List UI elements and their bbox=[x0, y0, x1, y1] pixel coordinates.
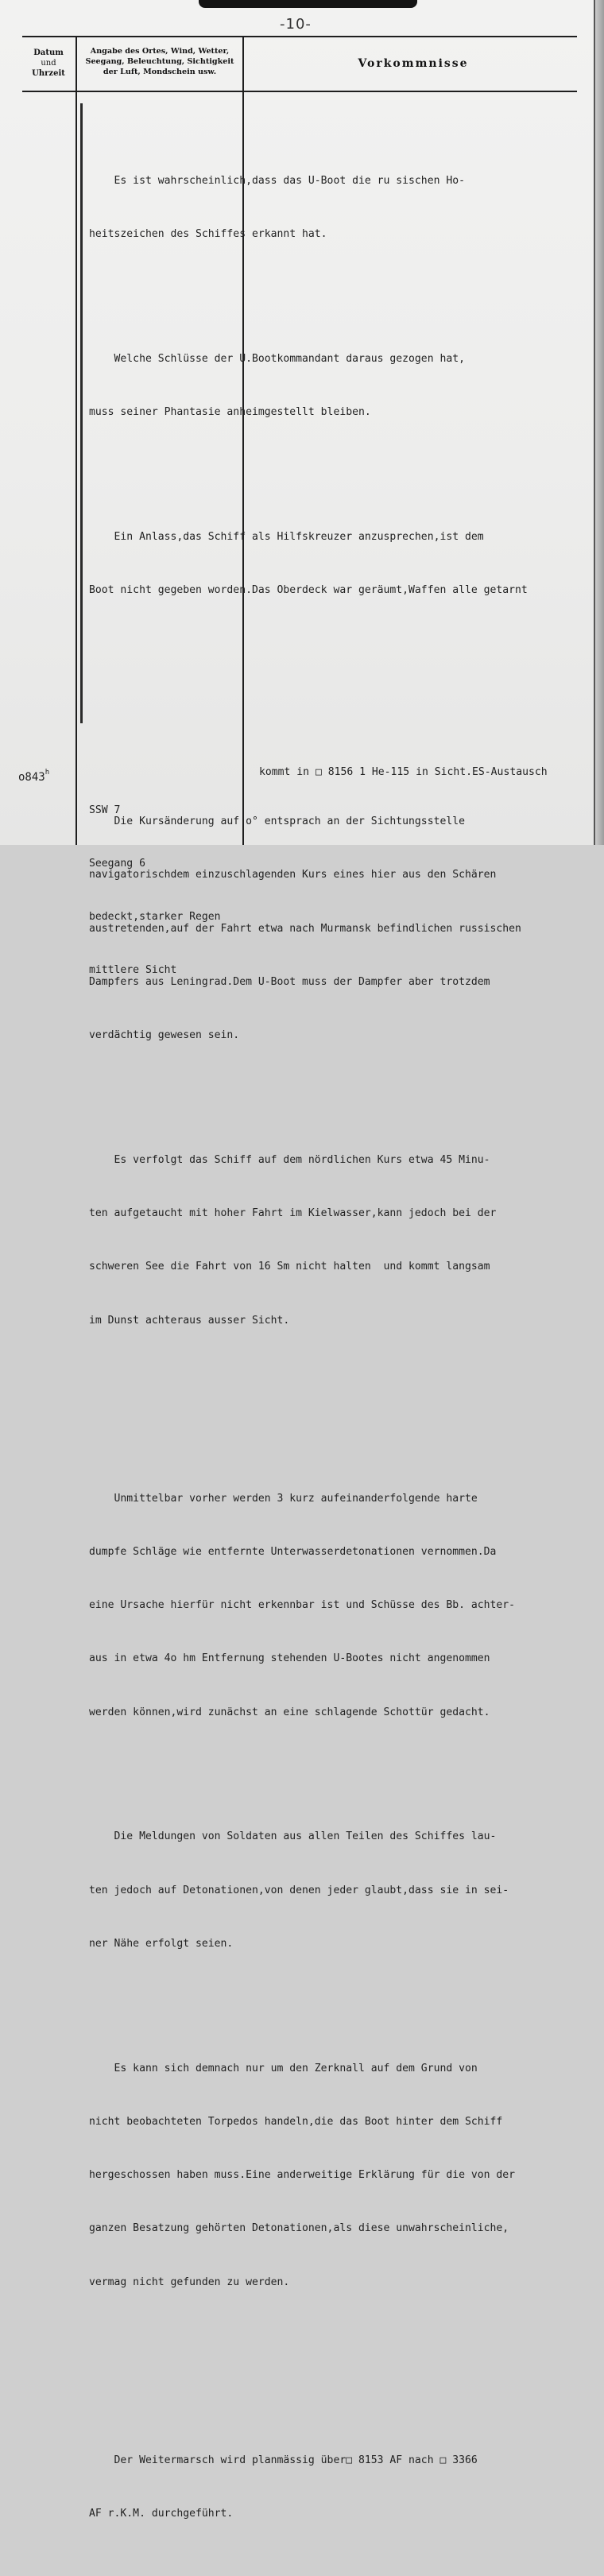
paragraph bbox=[89, 137, 598, 279]
text-line: muss seiner Phantasie anheimgestellt bleiben. bbox=[89, 405, 371, 418]
paragraph bbox=[89, 1455, 598, 1757]
text-line: Es ist wahrscheinlich,dass das U-Boot die ru sischen Ho- bbox=[89, 174, 465, 187]
blank-line bbox=[89, 1401, 598, 1419]
text-line: Boot nicht gegeben worden.Das Oberdeck war geräumt,Waffen alle getarnt bbox=[89, 583, 528, 596]
text-line: eine Ursache hierfür nicht erkennbar ist und Schüsse des Bb. achter- bbox=[89, 1599, 516, 1612]
blank-line bbox=[89, 724, 598, 742]
paragraph bbox=[89, 315, 598, 457]
text-line: nicht beobachteten Torpedos handeln,die das Boot hinter dem Schiff bbox=[89, 2115, 503, 2128]
paragraph bbox=[89, 2416, 598, 2559]
text-line: Es verfolgt das Schiff auf dem nördlichen Kurs etwa 45 Minu- bbox=[89, 1153, 490, 1166]
header-bottom-rule bbox=[22, 91, 577, 92]
header-time-label: Uhrzeit bbox=[32, 69, 65, 78]
text-line: AF r.K.M. durchgeführt. bbox=[89, 2507, 234, 2520]
blank-line bbox=[89, 671, 598, 688]
weather-line: mittlere Sicht bbox=[89, 964, 177, 977]
header-col2-line: der Luft, Mondschein usw. bbox=[103, 68, 217, 76]
text-line: aus in etwa 4o hm Entfernung stehenden U-Bootes nicht angenommen bbox=[89, 1652, 490, 1665]
text-line: hergeschossen haben muss.Eine anderweitige Erklärung für die von der bbox=[89, 2169, 516, 2182]
entry-time bbox=[18, 769, 49, 784]
header-and-label: und bbox=[41, 59, 56, 68]
text-line: im Dunst achteraus ausser Sicht. bbox=[89, 1314, 290, 1327]
text-line: ner Nähe erfolgt seien. bbox=[89, 1937, 234, 1950]
binding-bar bbox=[199, 0, 417, 8]
paragraph bbox=[89, 1793, 598, 1989]
header-location-weather bbox=[78, 46, 242, 77]
blank-line bbox=[89, 2363, 598, 2380]
weather-line: SSW 7 bbox=[89, 804, 121, 816]
header-col2-line: Angabe des Ortes, Wind, Wetter, bbox=[90, 47, 230, 56]
weather-line: bedeckt,starker Regen bbox=[89, 911, 221, 924]
text-line: ten aufgetaucht mit hoher Fahrt im Kielwasser,kann jedoch bei der bbox=[89, 1207, 497, 1220]
margin-mark bbox=[80, 103, 83, 723]
table-top-rule bbox=[22, 36, 577, 37]
entry-weather bbox=[89, 766, 221, 997]
text-line: Welche Schlüsse der U.Bootkommandant daraus gezogen hat, bbox=[89, 352, 465, 365]
header-col2-line: Seegang, Beleuchtung, Sichtigkeit bbox=[85, 57, 234, 66]
page-number: -10- bbox=[280, 16, 312, 33]
text-line: schweren See die Fahrt von 16 Sm nicht halten und kommt langsam bbox=[89, 1261, 490, 1273]
entry-time-value: o843 bbox=[18, 771, 45, 784]
text-line: ganzen Besatzung gehörten Detonationen,als diese unwahrscheinliche, bbox=[89, 2222, 509, 2235]
entry-time-suffix: h bbox=[45, 769, 50, 777]
entry-event: kommt in □ 8156 1 He-115 in Sicht.ES-Austausch bbox=[259, 766, 548, 778]
text-line: Die Kursänderung auf o° entsprach an der Sichtungsstelle bbox=[89, 815, 465, 828]
paragraph bbox=[89, 2024, 598, 2327]
header-events: Vorkommnisse bbox=[358, 57, 469, 70]
text-line: austretenden,auf der Fahrt etwa nach Murmansk befindlichen russischen bbox=[89, 922, 521, 935]
paragraph bbox=[89, 493, 598, 635]
events-text bbox=[89, 101, 598, 2576]
text-line: heitszeichen des Schiffes erkannt hat. bbox=[89, 227, 327, 240]
column-divider-1 bbox=[76, 36, 77, 845]
weather-line: Seegang 6 bbox=[89, 858, 145, 870]
text-line: Ein Anlass,das Schiff als Hilfskreuzer anzusprechen,ist dem bbox=[89, 530, 484, 543]
text-line: navigatorischdem einzuschlagenden Kurs eines hier aus den Schären bbox=[89, 869, 497, 881]
text-line: Es kann sich demnach nur um den Zerknall auf dem Grund von bbox=[89, 2062, 478, 2074]
text-line: Unmittelbar vorher werden 3 kurz aufeinanderfolgende harte bbox=[89, 1492, 478, 1505]
header-date-label: Datum bbox=[33, 48, 64, 57]
text-line: dumpfe Schläge wie entfernte Unterwasserdetonationen vernommen.Da bbox=[89, 1545, 497, 1558]
text-line: Der Weitermarsch wird planmässig über□ 8153 AF nach □ 3366 bbox=[89, 2454, 478, 2466]
text-line: Die Meldungen von Soldaten aus allen Teilen des Schiffes lau- bbox=[89, 1830, 497, 1843]
header-date-time bbox=[22, 48, 75, 79]
text-line: verdächtig gewesen sein. bbox=[89, 1029, 240, 1042]
paragraph bbox=[89, 1116, 598, 1365]
text-line: ten jedoch auf Detonationen,von denen jeder glaubt,dass sie in sei- bbox=[89, 1884, 509, 1896]
text-line: Dampfers aus Leningrad.Dem U-Boot muss der Dampfer aber trotzdem bbox=[89, 975, 490, 988]
text-line: werden können,wird zunächst an eine schlagende Schottür gedacht. bbox=[89, 1706, 490, 1718]
text-line: vermag nicht gefunden zu werden. bbox=[89, 2276, 290, 2288]
